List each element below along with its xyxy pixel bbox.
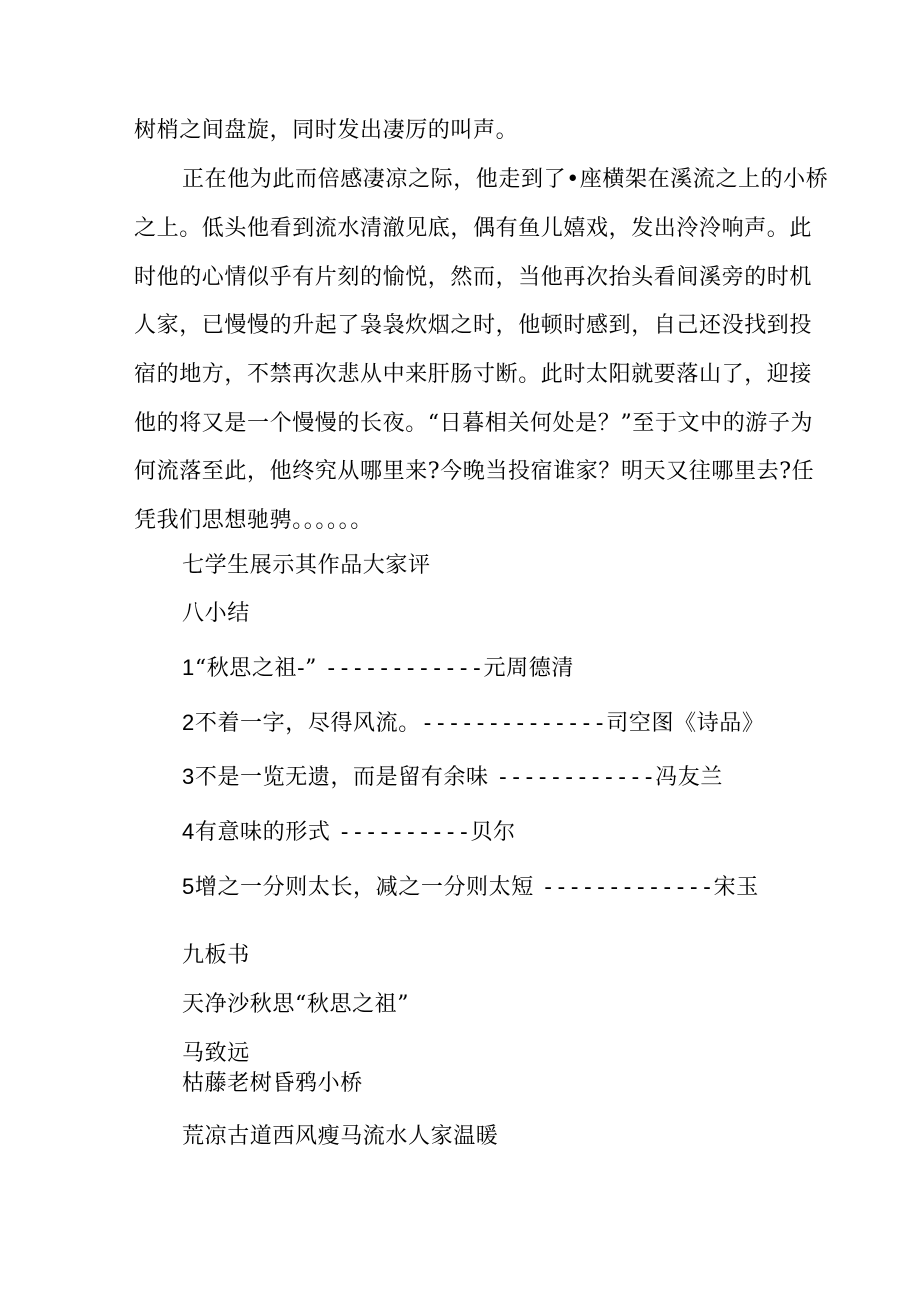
summary-item bbox=[182, 654, 574, 683]
summary-item-source: 宋玉 bbox=[713, 875, 759, 900]
summary-item-number: 1 bbox=[182, 655, 195, 680]
paragraph-line: 之上。低头他看到流水清澈见底，偶有鱼儿嬉戏，发出泠泠响声。此 bbox=[134, 216, 813, 241]
summary-item-text: 有意味的形式 bbox=[194, 820, 331, 845]
summary-item-source: 元周德清 bbox=[483, 656, 574, 681]
section-heading: 八小结 bbox=[182, 601, 250, 626]
section-heading: 七学生展示其作品大家评 bbox=[182, 553, 431, 578]
paragraph-line: 人家，已慢慢的升起了袅袅炊烟之时，他顿时感到，自己还没找到投 bbox=[134, 313, 813, 338]
summary-item-dashes: ------------ bbox=[496, 765, 656, 790]
summary-item bbox=[182, 763, 723, 792]
paragraph-continued: 树梢之间盘旋，同时发出凄厉的叫声。 bbox=[134, 118, 519, 143]
paragraph-line: 何流落至此，他终究从哪里来?今晚当投宿谁家？明天又往哪里去?任 bbox=[134, 459, 815, 484]
summary-item-text: 不着一字，尽得风流。 bbox=[194, 711, 421, 736]
board-verse: 荒凉古道西风瘦马流水人家温暖 bbox=[182, 1124, 499, 1149]
summary-item-number: 4 bbox=[182, 819, 195, 844]
summary-item bbox=[182, 818, 516, 847]
paragraph-line: 他的将又是一个慢慢的长夜。“日暮相关何处是？”至于文中的游子为 bbox=[134, 411, 814, 436]
summary-item-dashes: ---------- bbox=[338, 820, 471, 845]
summary-item-source: 冯友兰 bbox=[655, 765, 724, 790]
summary-item-text: 不是一览无遗，而是留有余味 bbox=[194, 765, 489, 790]
paragraph-line: 凭我们思想驰骋。。。。。。 bbox=[134, 508, 373, 533]
summary-item-number: 5 bbox=[182, 874, 195, 899]
board-author: 马致远 bbox=[182, 1041, 250, 1066]
summary-item-number: 2 bbox=[182, 710, 195, 735]
summary-item-text: 增之一分则太长，减之一分则太短 bbox=[194, 875, 534, 900]
board-title: 天净沙秋思“秋思之祖” bbox=[182, 992, 410, 1017]
summary-item-source: 贝尔 bbox=[470, 820, 516, 845]
paragraph-line: 宿的地方，不禁再次悲从中来肝肠寸断。此时太阳就要落山了，迎接 bbox=[134, 362, 813, 387]
summary-item-number: 3 bbox=[182, 764, 195, 789]
summary-item-dashes: -------------- bbox=[420, 711, 607, 736]
board-verse: 枯藤老树昏鸦小桥 bbox=[182, 1071, 363, 1096]
summary-item bbox=[182, 873, 759, 902]
summary-item-text: “秋思之祖-” bbox=[194, 656, 317, 681]
summary-item-source: 司空图《诗品》 bbox=[606, 711, 765, 736]
summary-item bbox=[182, 709, 765, 738]
paragraph-line: 时他的心情似乎有片刻的愉悦，然而，当他再次抬头看间溪旁的时机 bbox=[134, 265, 813, 290]
paragraph-line: 正在他为此而倍感凄凉之际，他走到了•座横架在溪流之上的小桥 bbox=[182, 167, 829, 192]
summary-item-dashes: ------------ bbox=[324, 656, 484, 681]
section-heading: 九板书 bbox=[182, 943, 250, 968]
summary-item-dashes: ------------- bbox=[541, 875, 714, 900]
